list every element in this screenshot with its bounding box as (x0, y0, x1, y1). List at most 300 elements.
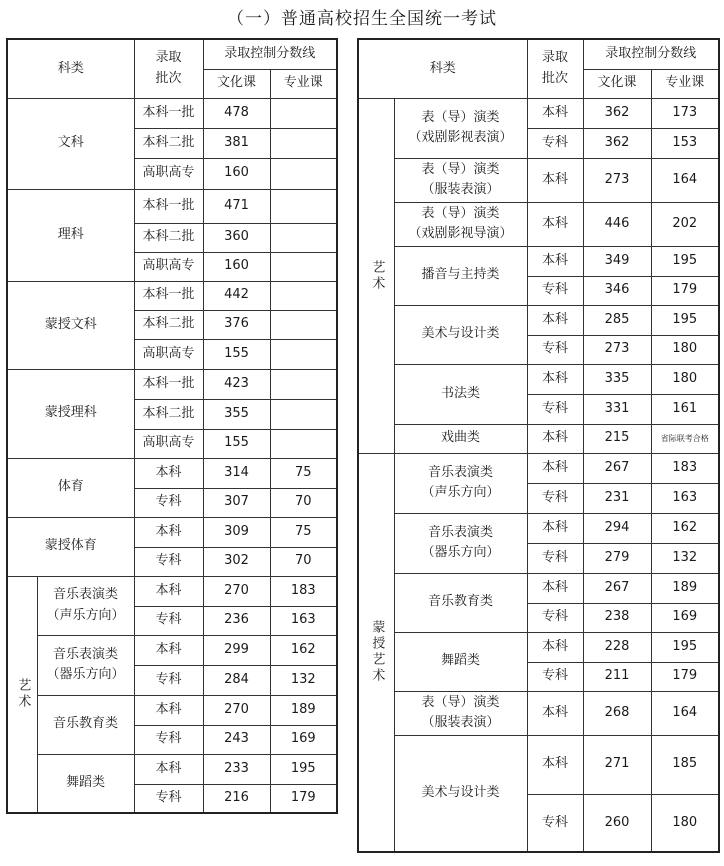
header-culture (203, 69, 270, 98)
batch-cell (134, 158, 203, 189)
batch-cell-text: 本科 (155, 523, 182, 539)
batch-cell-text: 本科 (155, 641, 182, 657)
major-score (270, 784, 337, 813)
category-art (7, 576, 37, 813)
subcategory-cell (394, 305, 527, 364)
culture-score-text: 376 (224, 316, 249, 332)
batch-cell-text: 本科一批 (142, 287, 195, 303)
batch-cell (134, 458, 203, 488)
header-batch (134, 39, 203, 98)
major-score-text: 153 (672, 134, 698, 150)
batch-cell (134, 281, 203, 310)
major-score-text: 161 (672, 400, 698, 416)
subcategory-cell (394, 424, 527, 453)
major-score (651, 794, 719, 852)
major-score (651, 98, 719, 128)
table-row (358, 158, 719, 202)
table-row (7, 98, 337, 128)
major-score-text: 169 (290, 731, 316, 747)
subcategory-cell-line-2: （器乐方向） (421, 545, 500, 560)
culture-score (203, 606, 270, 635)
table-row (358, 202, 719, 246)
subcategory-cell-line-1: 表（导）演类 (421, 205, 500, 221)
subcategory-cell (37, 695, 134, 754)
culture-score (203, 223, 270, 252)
major-score (651, 513, 719, 543)
culture-score (583, 158, 651, 202)
culture-score (583, 335, 651, 364)
culture-score (203, 252, 270, 281)
major-score (651, 276, 719, 305)
category-cell (7, 458, 134, 517)
batch-cell (527, 603, 583, 632)
major-score (270, 547, 337, 576)
table-row (358, 246, 719, 276)
culture-score (203, 665, 270, 695)
category-cell-text: 体育 (57, 479, 84, 495)
culture-score (203, 547, 270, 576)
culture-score (583, 603, 651, 632)
culture-score (583, 691, 651, 735)
culture-score-text: 268 (604, 704, 630, 720)
subcategory-cell-line-2: （声乐方向） (421, 485, 500, 500)
subcategory-cell-line-1: 音乐表演类 (53, 587, 119, 603)
subcategory-cell-line-1: 音乐教育类 (428, 594, 494, 610)
batch-cell-text: 专科 (155, 494, 182, 510)
major-score (651, 246, 719, 276)
header-category (7, 39, 134, 98)
category-cell (7, 517, 134, 576)
header-batch-text: 录取批次 (542, 49, 569, 86)
batch-cell-text: 专科 (155, 790, 182, 806)
batch-cell-text: 高职高专 (142, 165, 195, 181)
major-score (270, 488, 337, 517)
major-score (651, 543, 719, 573)
major-score-text: 195 (672, 252, 698, 268)
header-major-text: 专业课 (283, 75, 323, 91)
major-score-text: 164 (672, 704, 698, 720)
culture-score (203, 369, 270, 399)
culture-score-text: 211 (604, 668, 630, 684)
major-score (651, 603, 719, 632)
major-score (270, 98, 337, 128)
batch-cell (134, 98, 203, 128)
major-score (270, 606, 337, 635)
batch-cell-text: 专科 (542, 341, 569, 357)
subcategory-cell-line-1: 书法类 (441, 385, 481, 401)
batch-cell (527, 632, 583, 662)
batch-cell-text: 本科 (542, 370, 569, 386)
batch-cell (527, 483, 583, 513)
category-art-text: 艺术 (15, 678, 31, 711)
major-score-text: 189 (290, 701, 316, 717)
batch-cell (134, 128, 203, 158)
batch-cell-text: 本科 (155, 582, 182, 598)
major-score-text: 179 (672, 282, 698, 298)
major-score (270, 576, 337, 606)
batch-cell-text: 本科 (542, 459, 569, 475)
major-score (270, 128, 337, 158)
major-score (651, 158, 719, 202)
major-score-text: 163 (672, 489, 698, 505)
batch-cell-text: 本科二批 (142, 405, 195, 421)
category-cell-text: 蒙授体育 (44, 538, 97, 554)
header-major-text: 专业课 (665, 75, 705, 91)
batch-cell-text: 本科 (542, 579, 569, 595)
subcategory-cell-line-2: （戏剧影视导演） (408, 226, 513, 241)
culture-score-text: 228 (604, 638, 630, 654)
batch-cell-text: 本科 (542, 215, 569, 231)
major-score-text: 132 (672, 549, 698, 565)
batch-cell-text: 专科 (542, 814, 569, 830)
culture-score (583, 483, 651, 513)
major-score (270, 399, 337, 429)
batch-cell-text: 本科二批 (142, 316, 195, 332)
major-score (270, 725, 337, 754)
batch-cell (527, 794, 583, 852)
major-score-text: 195 (672, 311, 698, 327)
culture-score (583, 128, 651, 158)
culture-score (583, 735, 651, 794)
subcategory-cell-line-2: （戏剧影视表演） (408, 130, 513, 145)
batch-cell (527, 128, 583, 158)
batch-cell-text: 本科 (542, 252, 569, 268)
major-score (270, 754, 337, 784)
subcategory-cell-line-1: 表（导）演类 (421, 694, 500, 710)
culture-score-text: 335 (604, 370, 630, 386)
subcategory-cell-line-1: 舞蹈类 (66, 775, 106, 791)
major-score (270, 223, 337, 252)
culture-score (583, 632, 651, 662)
table-row (358, 453, 719, 483)
major-score-text: 180 (672, 341, 698, 357)
culture-score (203, 399, 270, 429)
culture-score-text: 446 (604, 215, 630, 231)
table-row (7, 281, 337, 310)
batch-cell-text: 本科 (542, 430, 569, 446)
culture-score-text: 155 (224, 435, 249, 451)
batch-cell-text: 本科二批 (142, 134, 195, 150)
subcategory-cell-line-1: 戏曲类 (441, 430, 481, 446)
batch-cell-text: 专科 (542, 400, 569, 416)
header-batch (527, 39, 583, 98)
major-score (270, 695, 337, 725)
batch-cell-text: 专科 (542, 282, 569, 298)
major-score (270, 635, 337, 665)
category-cell-text: 蒙授文科 (44, 316, 97, 332)
batch-cell-text: 本科 (542, 311, 569, 327)
major-score-text: 162 (290, 641, 316, 657)
batch-cell-text: 专科 (542, 668, 569, 684)
culture-score-text: 349 (604, 252, 630, 268)
subcategory-cell (394, 513, 527, 573)
batch-cell-text: 专科 (542, 609, 569, 625)
culture-score-text: 267 (604, 579, 630, 595)
batch-cell-text: 专科 (155, 671, 182, 687)
batch-cell (134, 576, 203, 606)
culture-score-text: 355 (224, 405, 249, 421)
batch-cell (527, 735, 583, 794)
major-score-text: 179 (672, 668, 698, 684)
header-culture-text: 文化课 (597, 75, 637, 91)
major-score (651, 335, 719, 364)
subcategory-cell (394, 691, 527, 735)
culture-score-text: 215 (604, 430, 630, 446)
culture-score (583, 394, 651, 424)
batch-cell-text: 专科 (542, 549, 569, 565)
culture-score (583, 513, 651, 543)
culture-score (583, 246, 651, 276)
culture-score (203, 281, 270, 310)
culture-score-text: 307 (224, 494, 249, 510)
culture-score-text: 362 (604, 134, 630, 150)
major-score-text: 180 (672, 370, 698, 386)
culture-score-text: 160 (224, 165, 249, 181)
batch-cell (527, 335, 583, 364)
batch-cell (134, 695, 203, 725)
category-cell-text: 文科 (57, 135, 84, 151)
culture-score-text: 294 (604, 519, 630, 535)
category-art-text: 艺术 (369, 259, 385, 292)
batch-cell (527, 305, 583, 335)
culture-score-text: 284 (224, 671, 249, 687)
major-score (270, 281, 337, 310)
batch-cell-text: 高职高专 (142, 345, 195, 361)
culture-score-text: 314 (224, 464, 249, 480)
subcategory-cell-line-1: 音乐表演类 (428, 524, 494, 540)
culture-score-text: 309 (224, 523, 249, 539)
subcategory-cell (394, 573, 527, 632)
batch-cell (134, 606, 203, 635)
page-title: （一）普通高校招生全国统一考试 (227, 9, 497, 29)
major-score-text: 183 (672, 459, 698, 475)
batch-cell (527, 513, 583, 543)
culture-score (203, 635, 270, 665)
batch-cell (134, 784, 203, 813)
culture-score-text: 346 (604, 282, 630, 298)
major-score (270, 158, 337, 189)
major-score-text: 132 (290, 671, 316, 687)
culture-score-text: 299 (224, 641, 249, 657)
culture-score-text: 267 (604, 459, 630, 475)
batch-cell-text: 专科 (155, 612, 182, 628)
subcategory-cell (394, 453, 527, 513)
culture-score (583, 202, 651, 246)
culture-score (203, 695, 270, 725)
table-row (7, 458, 337, 488)
batch-cell (134, 635, 203, 665)
subcategory-cell (394, 364, 527, 424)
batch-cell-text: 本科 (155, 760, 182, 776)
major-score (270, 189, 337, 223)
batch-cell-text: 高职高专 (142, 258, 195, 274)
subcategory-cell-line-1: 美术与设计类 (421, 785, 500, 801)
subcategory-cell (394, 735, 527, 852)
batch-cell-text: 本科 (542, 756, 569, 772)
culture-score-text: 238 (604, 609, 630, 625)
batch-cell (527, 424, 583, 453)
culture-score (203, 754, 270, 784)
table-row (7, 517, 337, 547)
table-row (358, 573, 719, 603)
culture-score-text: 273 (604, 341, 630, 357)
batch-cell (527, 246, 583, 276)
culture-score (203, 725, 270, 754)
major-score (270, 665, 337, 695)
culture-score-text: 236 (224, 612, 249, 628)
culture-score-text: 360 (224, 229, 249, 245)
table-row (358, 98, 719, 128)
major-score (651, 305, 719, 335)
major-score (651, 453, 719, 483)
table-row (358, 424, 719, 453)
major-score-text: 183 (290, 582, 316, 598)
category-cell-text: 蒙授理科 (44, 405, 97, 421)
culture-score (203, 576, 270, 606)
batch-cell (134, 665, 203, 695)
culture-score-text: 260 (604, 814, 630, 830)
category-cell (7, 281, 134, 369)
table-row (358, 305, 719, 335)
subcategory-cell-line-2: （服装表演） (421, 715, 500, 730)
table-row (358, 364, 719, 394)
culture-score (203, 458, 270, 488)
subcategory-cell (37, 754, 134, 813)
culture-score (583, 364, 651, 394)
major-score (651, 483, 719, 513)
batch-cell (527, 98, 583, 128)
batch-cell (134, 725, 203, 754)
culture-score (203, 310, 270, 339)
major-score (651, 424, 719, 453)
major-score-text: 185 (672, 756, 698, 772)
subcategory-cell (37, 635, 134, 695)
culture-score-text: 471 (224, 197, 249, 213)
category-mengart (358, 453, 394, 852)
culture-score (203, 339, 270, 369)
batch-cell-text: 专科 (155, 553, 182, 569)
culture-score (203, 189, 270, 223)
culture-score-text: 285 (604, 311, 630, 327)
culture-score-text: 243 (224, 731, 249, 747)
culture-score-text: 279 (604, 549, 630, 565)
batch-cell (527, 276, 583, 305)
subcategory-cell-line-1: 音乐表演类 (428, 464, 494, 480)
batch-cell (527, 394, 583, 424)
major-score-text: 195 (290, 760, 316, 776)
major-score-text: 164 (672, 171, 698, 187)
batch-cell-text: 本科一批 (142, 104, 195, 120)
batch-cell (134, 547, 203, 576)
culture-score (583, 276, 651, 305)
major-score (270, 429, 337, 458)
batch-cell (134, 252, 203, 281)
major-score-text: 75 (295, 523, 312, 539)
culture-score (583, 424, 651, 453)
culture-score-text: 270 (224, 701, 249, 717)
table-row (358, 735, 719, 794)
subcategory-cell-line-2: （声乐方向） (46, 607, 125, 623)
header-major (270, 69, 337, 98)
batch-cell (134, 310, 203, 339)
subcategory-cell-line-1: 美术与设计类 (421, 326, 500, 342)
culture-score (583, 573, 651, 603)
major-score-text: 70 (295, 553, 312, 569)
table-row (358, 632, 719, 662)
table-row (7, 369, 337, 399)
major-score (270, 517, 337, 547)
culture-score (203, 784, 270, 813)
major-score-text: 163 (290, 612, 316, 628)
culture-score-text: 362 (604, 104, 630, 120)
batch-cell (527, 202, 583, 246)
culture-score-text: 155 (224, 345, 249, 361)
batch-cell (134, 754, 203, 784)
major-score-text: 173 (672, 104, 698, 120)
culture-score-text: 302 (224, 553, 249, 569)
major-score (651, 691, 719, 735)
major-score (651, 662, 719, 691)
subcategory-cell-line-2: （器乐方向） (46, 667, 125, 682)
category-cell (7, 189, 134, 281)
batch-cell (134, 399, 203, 429)
batch-cell (134, 429, 203, 458)
header-category (358, 39, 527, 98)
table-row (7, 695, 337, 725)
batch-cell (527, 158, 583, 202)
header-category-text: 科类 (429, 60, 456, 76)
major-score-text: 179 (290, 790, 316, 806)
category-cell-text: 理科 (57, 226, 84, 242)
culture-score (583, 794, 651, 852)
score-table-right (357, 38, 720, 853)
category-cell (7, 98, 134, 189)
major-score (270, 339, 337, 369)
culture-score-text: 216 (224, 790, 249, 806)
batch-cell (527, 691, 583, 735)
major-score (651, 573, 719, 603)
culture-score-text: 331 (604, 400, 630, 416)
subcategory-cell (394, 202, 527, 246)
batch-cell-text: 专科 (542, 134, 569, 150)
batch-cell (134, 369, 203, 399)
culture-score (203, 128, 270, 158)
culture-score-text: 160 (224, 258, 249, 274)
major-score (651, 364, 719, 394)
batch-cell (134, 488, 203, 517)
major-score (270, 458, 337, 488)
table-row (7, 635, 337, 665)
major-score-text: 75 (295, 464, 312, 480)
major-score-text: 省际联考合格 (660, 434, 709, 444)
culture-score-text: 442 (224, 287, 249, 303)
subcategory-cell-line-1: 表（导）演类 (421, 109, 500, 125)
major-score (651, 394, 719, 424)
subcategory-cell (394, 246, 527, 305)
subcategory-cell (394, 158, 527, 202)
header-culture-text: 文化课 (217, 75, 257, 91)
culture-score (583, 662, 651, 691)
major-score-text: 202 (672, 215, 698, 231)
header-batch-text: 录取批次 (155, 49, 182, 86)
batch-cell-text: 本科 (155, 701, 182, 717)
table-row (358, 691, 719, 735)
batch-cell (527, 453, 583, 483)
table-row (358, 513, 719, 543)
header-culture (583, 69, 651, 98)
header-category-text: 科类 (57, 60, 84, 76)
major-score (270, 252, 337, 281)
